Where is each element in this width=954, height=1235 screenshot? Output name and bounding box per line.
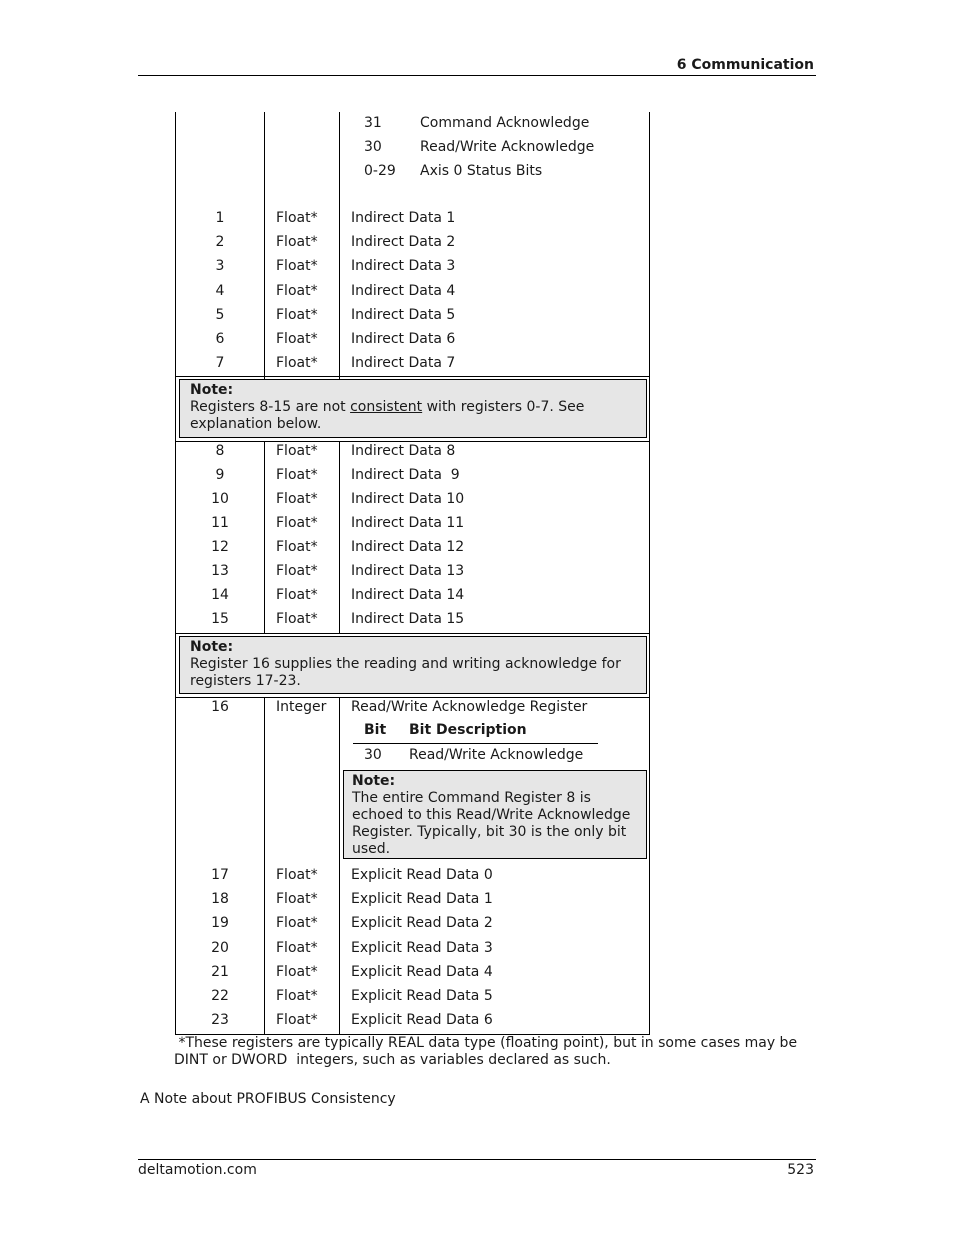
register-description: Indirect Data 3 — [351, 258, 456, 274]
register-description: Read/Write Acknowledge Register — [351, 699, 588, 715]
page-number: 523 — [787, 1162, 814, 1178]
bit-number: 30 — [364, 139, 382, 155]
register-number: 20 — [211, 940, 229, 956]
bit-column-header: Bit — [364, 722, 387, 738]
register-description: Indirect Data 6 — [351, 331, 456, 347]
bit-description: Read/Write Acknowledge — [420, 139, 595, 155]
register-description: Indirect Data 9 — [351, 467, 460, 483]
register-description: Explicit Read Data 6 — [351, 1012, 493, 1028]
register-number: 17 — [211, 867, 229, 883]
register-type: Float* — [276, 915, 318, 931]
register-type: Float* — [276, 587, 318, 603]
register-type: Float* — [276, 258, 318, 274]
register-number: 7 — [215, 355, 225, 371]
register-description: Indirect Data 4 — [351, 283, 456, 299]
register-type: Float* — [276, 988, 318, 1004]
register-number: 15 — [211, 611, 229, 627]
register-type: Float* — [276, 539, 318, 555]
note-title: Note: — [190, 639, 234, 655]
register-number: 14 — [211, 587, 229, 603]
consistent-link[interactable]: consistent — [350, 399, 423, 415]
register-type: Float* — [276, 891, 318, 907]
register-description: Indirect Data 10 — [351, 491, 465, 507]
echo-note — [343, 770, 647, 859]
column-divider — [264, 697, 265, 1035]
register-number: 8 — [215, 443, 225, 459]
register-description: Indirect Data 2 — [351, 234, 456, 250]
register-description: Explicit Read Data 0 — [351, 867, 493, 883]
page-header — [138, 55, 816, 76]
bit-header-rule — [353, 743, 598, 744]
register-number: 23 — [211, 1012, 229, 1028]
note-text: Registers 8-15 are not — [190, 399, 351, 415]
register-type: Float* — [276, 867, 318, 883]
register-number: 5 — [215, 307, 225, 323]
register-number: 13 — [211, 563, 229, 579]
register-description: Indirect Data 7 — [351, 355, 456, 371]
register-type: Float* — [276, 234, 318, 250]
bit-number: 0-29 — [364, 163, 396, 179]
register-number: 19 — [211, 915, 229, 931]
register-type: Float* — [276, 283, 318, 299]
section-heading[interactable]: A Note about PROFIBUS Consistency — [140, 1091, 396, 1107]
register-number: 9 — [215, 467, 225, 483]
register-type: Float* — [276, 210, 318, 226]
register-description: Indirect Data 5 — [351, 307, 456, 323]
column-divider — [339, 112, 340, 379]
register-table — [175, 112, 650, 1035]
register-type: Float* — [276, 515, 318, 531]
register-description: Explicit Read Data 5 — [351, 988, 493, 1004]
register-description: Indirect Data 11 — [351, 515, 465, 531]
bit-description: Command Acknowledge — [420, 115, 590, 131]
note-text: Register 16 supplies the reading and writing acknowledge for registers 17-23. — [190, 656, 621, 689]
acknowledge-note — [179, 636, 647, 694]
consistency-note — [179, 379, 647, 438]
table-footnote: *These registers are typically REAL data type (floating point), but in some cases may be DINT or DWORD integers, such as variables declared as such. — [174, 1035, 802, 1068]
register-type: Float* — [276, 964, 318, 980]
register-description: Explicit Read Data 1 — [351, 891, 493, 907]
register-type: Float* — [276, 563, 318, 579]
register-number: 4 — [215, 283, 225, 299]
register-number: 2 — [215, 234, 225, 250]
register-type: Float* — [276, 331, 318, 347]
note-title: Note: — [190, 382, 234, 398]
register-type: Float* — [276, 467, 318, 483]
register-number: 1 — [215, 210, 225, 226]
register-number: 12 — [211, 539, 229, 555]
register-number: 6 — [215, 331, 225, 347]
register-description: Indirect Data 12 — [351, 539, 465, 555]
bit-number: 30 — [364, 747, 382, 763]
register-type: Float* — [276, 1012, 318, 1028]
note-band — [176, 376, 649, 442]
register-number: 21 — [211, 964, 229, 980]
register-type: Integer — [276, 699, 327, 715]
register-type: Float* — [276, 307, 318, 323]
register-number: 11 — [211, 515, 229, 531]
register-description: Indirect Data 8 — [351, 443, 456, 459]
page-footer — [138, 1159, 816, 1178]
register-number: 22 — [211, 988, 229, 1004]
register-number: 3 — [215, 258, 225, 274]
note-text: with registers 0-7. See explanation below. — [190, 399, 585, 432]
chapter-title: 6 Communication — [676, 57, 814, 73]
register-type: Float* — [276, 355, 318, 371]
register-description: Indirect Data 1 — [351, 210, 456, 226]
register-number: 16 — [211, 699, 229, 715]
register-number: 18 — [211, 891, 229, 907]
column-divider — [339, 441, 340, 634]
register-description: Indirect Data 15 — [351, 611, 465, 627]
column-divider — [264, 441, 265, 634]
register-description: Explicit Read Data 2 — [351, 915, 493, 931]
note-band — [176, 633, 649, 698]
bit-description: Read/Write Acknowledge — [409, 747, 584, 763]
note-text: The entire Command Register 8 is echoed to this Read/Write Acknowledge Register. Typically, bit 30 is the only bit used. — [352, 790, 631, 857]
register-description: Explicit Read Data 3 — [351, 940, 493, 956]
register-type: Float* — [276, 940, 318, 956]
column-divider — [264, 112, 265, 379]
register-type: Float* — [276, 491, 318, 507]
footer-site: deltamotion.com — [138, 1162, 257, 1178]
register-type: Float* — [276, 443, 318, 459]
note-title: Note: — [352, 773, 396, 789]
register-description: Indirect Data 14 — [351, 587, 465, 603]
register-number: 10 — [211, 491, 229, 507]
register-description: Explicit Read Data 4 — [351, 964, 493, 980]
bit-description: Axis 0 Status Bits — [420, 163, 543, 179]
bit-number: 31 — [364, 115, 382, 131]
register-description: Indirect Data 13 — [351, 563, 465, 579]
bit-description-header: Bit Description — [409, 722, 527, 738]
register-type: Float* — [276, 611, 318, 627]
column-divider — [339, 697, 340, 1035]
